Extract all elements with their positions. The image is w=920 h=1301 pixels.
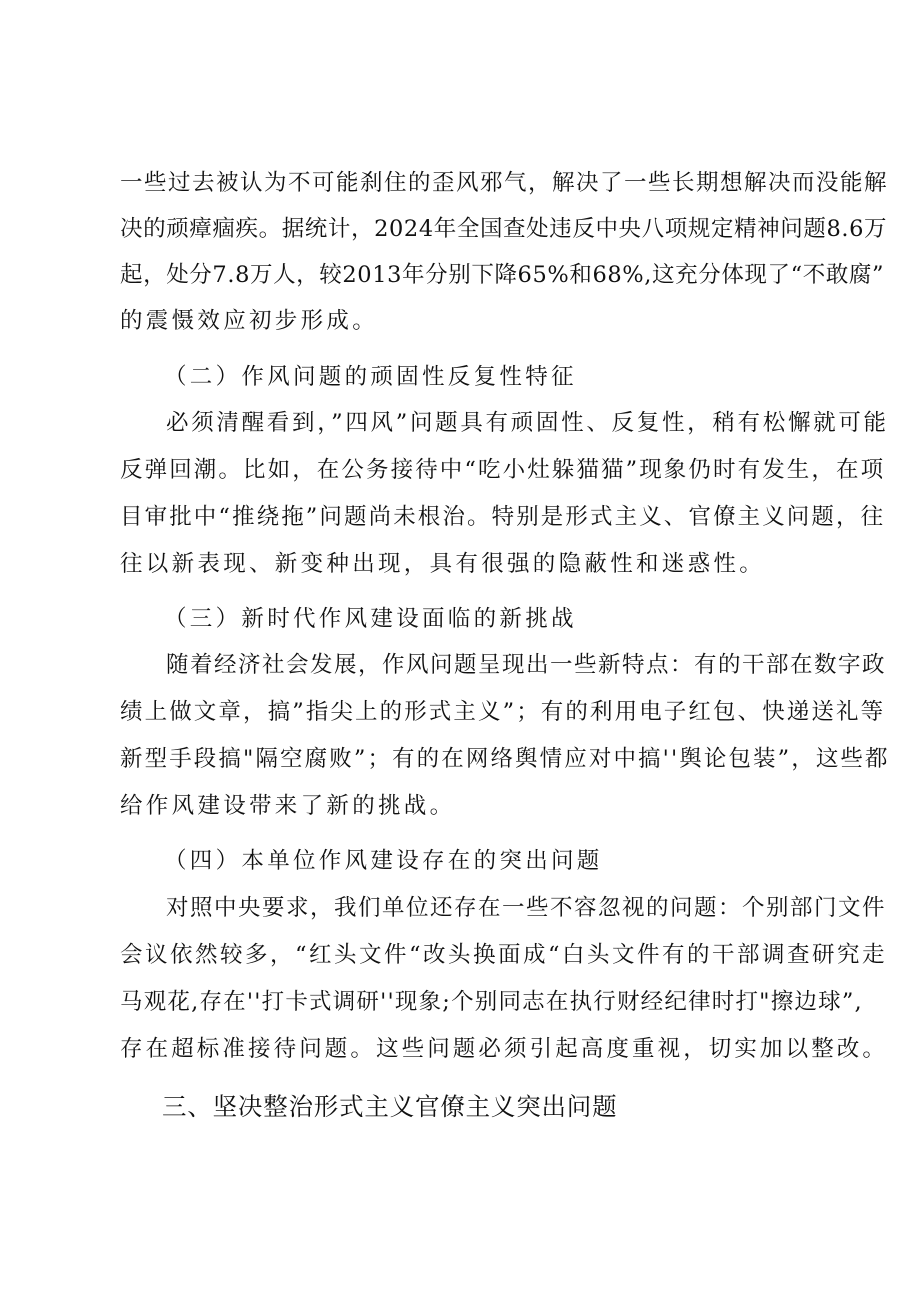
subheading-text: （三）新时代作风建设面临的新挑战 xyxy=(164,606,577,632)
paragraph-line xyxy=(0,400,920,446)
paragraph-line xyxy=(0,206,920,252)
paragraph-line xyxy=(0,447,920,493)
paragraph-line-text: 对照中央要求，我们单位还存在一些不容忽视的问题：个别部门文件 xyxy=(166,895,887,921)
paragraph-line-text: 存在超标准接待问题。这些问题必须引起高度重视，切实加以整改。 xyxy=(120,1036,889,1062)
paragraph-line xyxy=(0,494,920,540)
section-heading-text: 三、坚决整治形式主义官僚主义突出问题 xyxy=(162,1092,618,1121)
paragraph-line xyxy=(0,298,920,344)
subheading xyxy=(0,596,920,642)
paragraph-line xyxy=(0,736,920,782)
subheading xyxy=(0,354,920,400)
paragraph-line-text: 决的顽瘴痼疾。据统计，2024年全国查处违反中央八项规定精神问题8.6万 xyxy=(120,216,888,242)
paragraph-line xyxy=(0,783,920,829)
paragraph-line-text: 必须清醒看到，”四风”问题具有顽固性、反复性，稍有松懈就可能 xyxy=(166,410,889,436)
paragraph-line-text: 绩上做文章，搞”指尖上的形式主义”；有的利用电子红包、快递送礼等 xyxy=(120,699,886,725)
paragraph-line xyxy=(0,932,920,978)
paragraph-line-text: 反弹回潮。比如，在公务接待中“吃小灶躲猫猫”现象仍时有发生，在项 xyxy=(120,457,886,483)
paragraph-line-text: 往以新表现、新变种出现，具有很强的隐蔽性和迷惑性。 xyxy=(120,551,766,577)
paragraph-line-text: 给作风建设带来了新的挑战。 xyxy=(120,793,456,819)
paragraph-line xyxy=(0,642,920,688)
paragraph-line-text: 随着经济社会发展，作风问题呈现出一些新特点：有的干部在数字政 xyxy=(166,652,887,678)
paragraph-line xyxy=(0,979,920,1025)
paragraph-line-text: 一些过去被认为不可能刹住的歪风邪气，解决了一些长期想解决而没能解 xyxy=(120,170,889,196)
subheading xyxy=(0,838,920,884)
paragraph-line xyxy=(0,541,920,587)
paragraph-line-text: 会议依然较多，“红头文件“改头换面成“白头文件有的干部调查研究走 xyxy=(120,942,888,968)
paragraph-line xyxy=(0,689,920,735)
paragraph-line-text: 起，处分7.8万人，较2013年分别下降65%和68%,这充分体现了“不敢腐” xyxy=(120,262,885,288)
paragraph-line xyxy=(0,885,920,931)
paragraph-line xyxy=(0,160,920,206)
section-heading xyxy=(0,1082,920,1132)
paragraph-line-text: 新型手段搞"隔空腐败”；有的在网络舆情应对中搞''舆论包装”，这些都 xyxy=(120,746,890,772)
paragraph-line-text: 的震慑效应初步形成。 xyxy=(120,308,379,334)
paragraph-line xyxy=(0,1026,920,1072)
paragraph-line-text: 马观花,存在''打卡式调研''现象;个别同志在执行财经纪律时打"擦边球”, xyxy=(120,989,863,1015)
paragraph-line-text: 目审批中“推绕拖”问题尚未根治。特别是形式主义、官僚主义问题，往 xyxy=(120,504,886,530)
subheading-text: （二）作风问题的顽固性反复性特征 xyxy=(164,364,577,390)
paragraph-line xyxy=(0,252,920,298)
subheading-text: （四）本单位作风建设存在的突出问题 xyxy=(164,848,603,874)
